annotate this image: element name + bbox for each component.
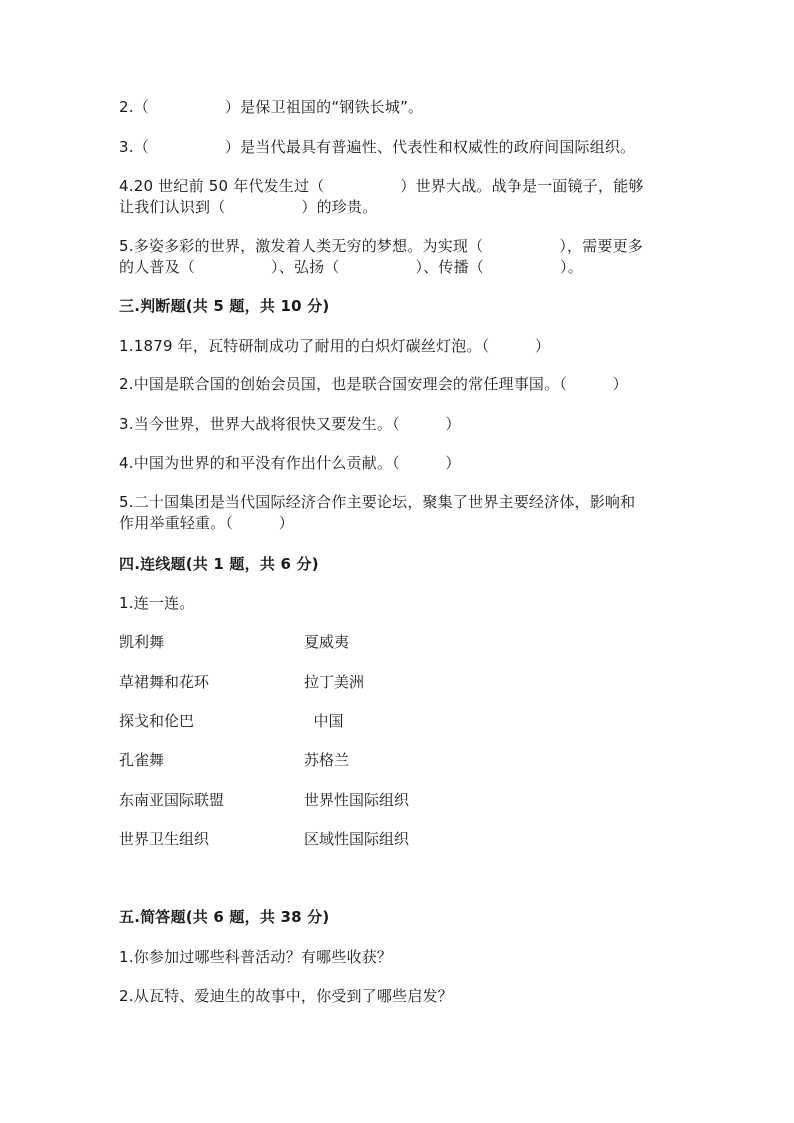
- fill-question-4-line-2: 让我们认识到（ ）的珍贵。: [119, 198, 378, 216]
- judge-question-2: 2.中国是联合国的创始会员国，也是联合国安理会的常任理事国。（ ）: [119, 375, 628, 393]
- fill-question-2: 2.（ ）是保卫祖国的“钢铁长城”。: [119, 98, 424, 116]
- judge-question-5-line-1: 5.二十国集团是当代国际经济合作主要论坛，聚集了世界主要经济体，影响和: [119, 493, 636, 511]
- judge-question-5-line-2: 作用举重轻重。（ ）: [119, 514, 294, 532]
- judge-question-3: 3.当今世界，世界大战将很快又要发生。（ ）: [119, 415, 461, 433]
- section-heading-judge: 三.判断题(共 5 题，共 10 分): [119, 297, 330, 315]
- match-right-item: 世界性国际组织: [304, 791, 410, 809]
- section-heading-match: 四.连线题(共 1 题，共 6 分): [119, 555, 319, 573]
- fill-question-3: 3.（ ）是当代最具有普遍性、代表性和权威性的政府间国际组织。: [119, 138, 636, 156]
- match-left-item: 凯利舞: [119, 633, 165, 651]
- short-question-2: 2.从瓦特、爱迪生的故事中，你受到了哪些启发？: [119, 987, 453, 1005]
- section-heading-short-answer: 五.简答题(共 6 题，共 38 分): [119, 908, 330, 926]
- match-left-item: 东南亚国际联盟: [119, 791, 225, 809]
- match-left-item: 草裙舞和花环: [119, 673, 210, 691]
- match-right-item: 苏格兰: [304, 751, 350, 769]
- judge-question-1: 1.1879 年，瓦特研制成功了耐用的白炽灯碳丝灯泡。（ ）: [119, 337, 551, 355]
- match-right-item: 夏威夷: [304, 633, 350, 651]
- short-question-1: 1.你参加过哪些科普活动？有哪些收获？: [119, 948, 393, 966]
- match-question-1: 1.连一连。: [119, 594, 195, 612]
- match-left-item: 世界卫生组织: [119, 830, 210, 848]
- match-right-item: 区域性国际组织: [304, 830, 410, 848]
- judge-question-4: 4.中国为世界的和平没有作出什么贡献。（ ）: [119, 454, 461, 472]
- fill-question-5-line-1: 5.多姿多彩的世界，激发着人类无穷的梦想。为实现（ ），需要更多: [119, 237, 644, 255]
- match-right-item: 拉丁美洲: [304, 673, 365, 691]
- fill-question-5-line-2: 的人普及（ ）、弘扬（ ）、传播（ ）。: [119, 258, 583, 276]
- fill-question-4-line-1: 4.20 世纪前 50 年代发生过（ ）世界大战。战争是一面镜子，能够: [119, 177, 644, 195]
- match-left-item: 孔雀舞: [119, 751, 165, 769]
- match-left-item: 探戈和伦巴: [119, 712, 195, 730]
- match-right-item: 中国: [304, 712, 344, 730]
